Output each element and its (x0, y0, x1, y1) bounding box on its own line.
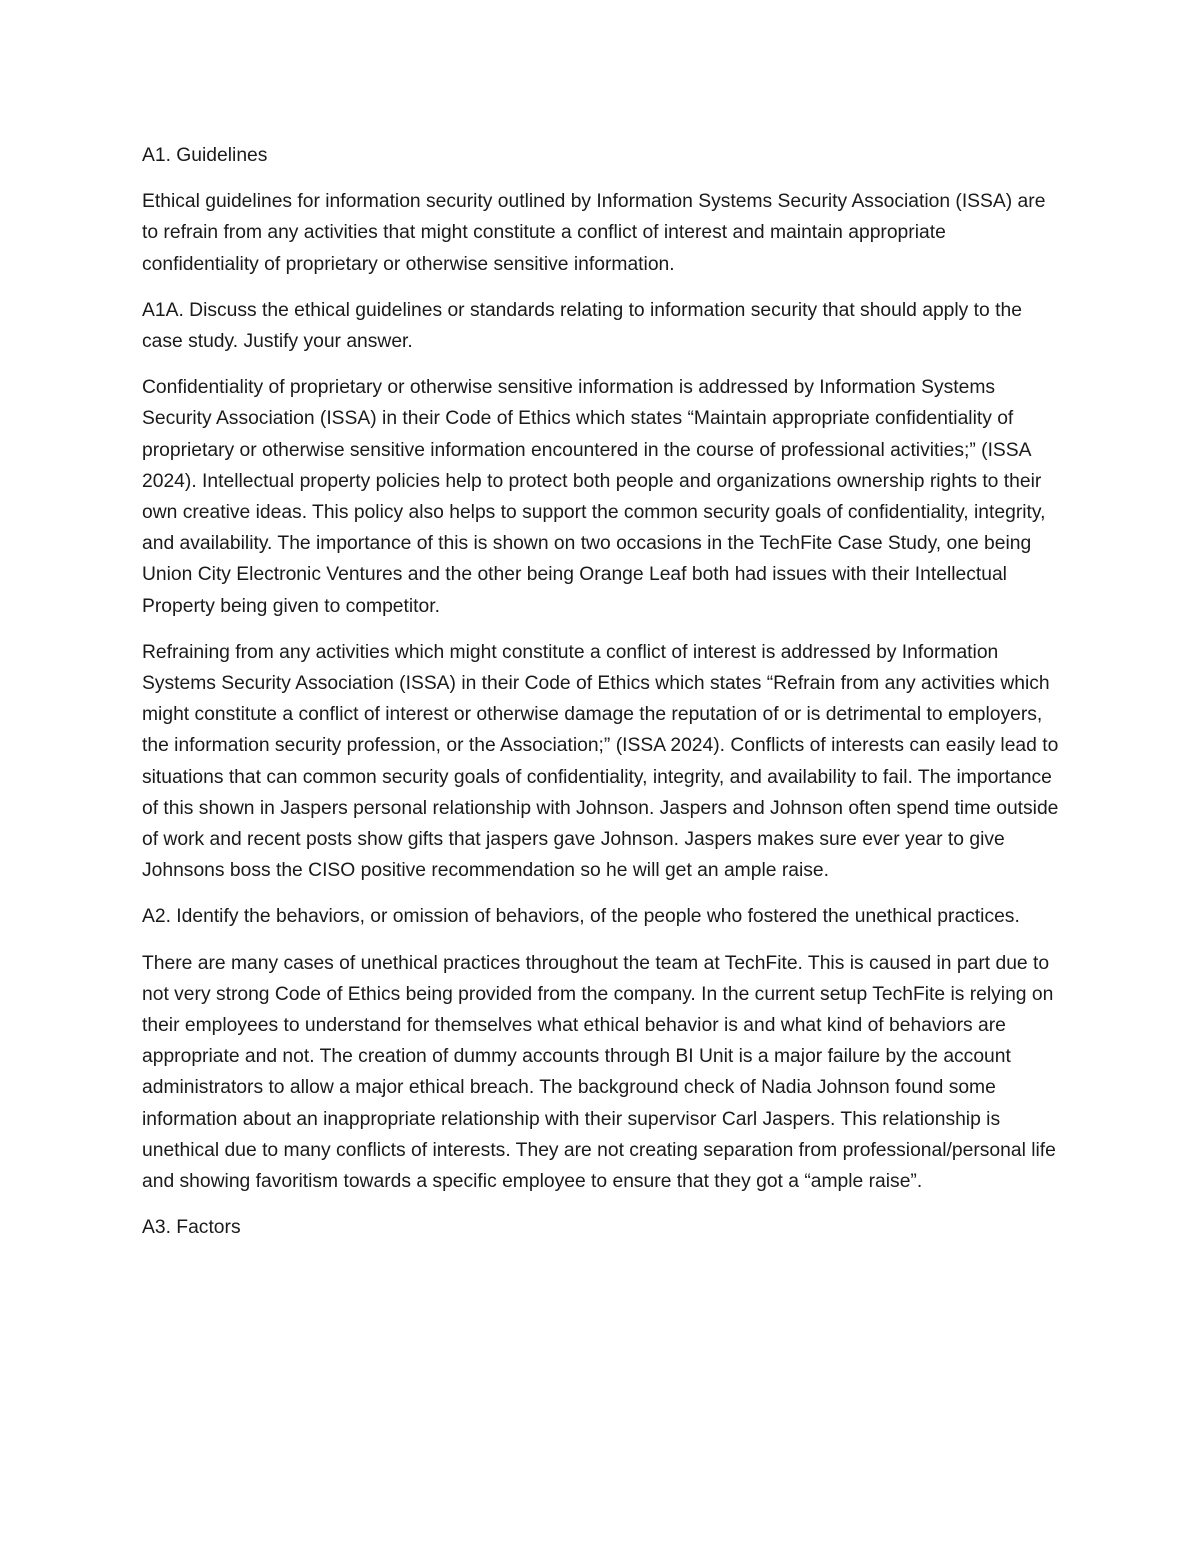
document-body (142, 140, 1062, 1259)
section-heading-a1: A1. Guidelines (142, 145, 268, 166)
paragraph-a1-guidelines: Ethical guidelines for information security outlined by Information Systems Security Association (ISSA) are to refrain from any activities that might constitute a conflict of interest and maintain appropriate confidentiality of proprietary or otherwise sensitive information. (142, 191, 1046, 275)
prompt-a1a: A1A. Discuss the ethical guidelines or standards relating to information security that should apply to the case study. Justify your answer. (142, 299, 1022, 353)
section-heading-a3: A3. Factors (142, 1217, 241, 1239)
paragraph-a1a-conflict-of-interest: Refraining from any activities which might constitute a conflict of interest is addressed by Information Systems Security Association (ISSA) in their Code of Ethics which states “Refrain from any activities which might constitute a conflict of interest or otherwise damage the reputation of or is detrimental to employers, the information security profession, or the Association;” (ISSA 2024). Conflicts of interests can easily lead to situations that can common security goals of confidentiality, integrity, and availability to fail. The importance of this shown in Jaspers personal relationship with Johnson. Jaspers and Johnson often spend time outside of work and recent posts show gifts that jaspers gave Johnson. Jaspers makes sure ever year to give Johnsons boss the CISO positive recommendation so he will get an ample raise. (142, 641, 1059, 882)
prompt-a2: A2. Identify the behaviors, or omission of behaviors, of the people who fostered the unethical practices. (142, 906, 1020, 928)
paragraph-a2-behaviors: There are many cases of unethical practices throughout the team at TechFite. This is caused in part due to not very strong Code of Ethics being provided from the company. In the current setup TechFite is relying on their employees to understand for themselves what ethical behavior is and what kind of behaviors are appropriate and not. The creation of dummy accounts through BI Unit is a major failure by the account administrators to allow a major ethical breach. The background check of Nadia Johnson found some information about an inappropriate relationship with their supervisor Carl Jaspers. This relationship is unethical due to many conflicts of interests. They are not creating separation from professional/personal life and showing favoritism towards a specific employee to ensure that they got a “ample raise”. (142, 952, 1056, 1193)
paragraph-a1a-confidentiality: Confidentiality of proprietary or otherwise sensitive information is addressed by Information Systems Security Association (ISSA) in their Code of Ethics which states “Maintain appropriate confidentiality of proprietary or otherwise sensitive information encountered in the course of professional activities;” (ISSA 2024). Intellectual property policies help to protect both people and organizations ownership rights to their own creative ideas. This policy also helps to support the common security goals of confidentiality, integrity, and availability. The importance of this is shown on two occasions in the TechFite Case Study, one being Union City Electronic Ventures and the other being Orange Leaf both had issues with their Intellectual Property being given to competitor. (142, 377, 1046, 617)
